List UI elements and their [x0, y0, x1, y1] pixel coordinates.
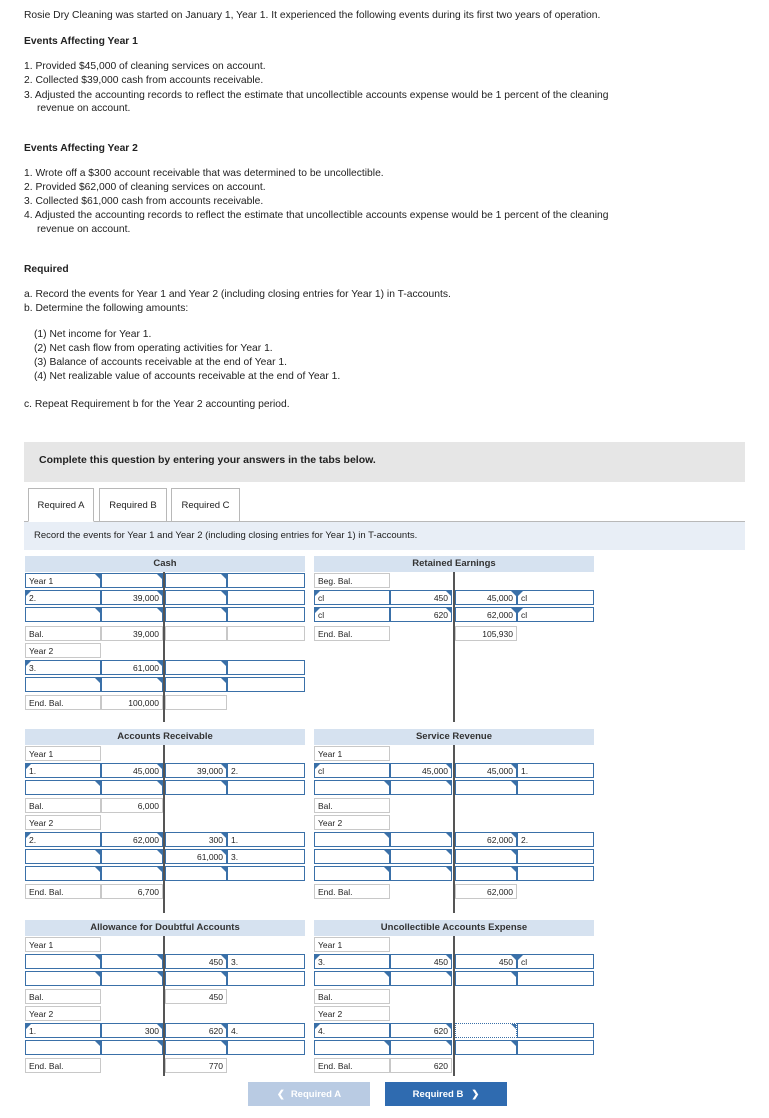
- debit-field[interactable]: [101, 677, 163, 692]
- year2-event: 1. Wrote off a $300 account receivable that was determined to be uncollectible.: [24, 168, 384, 179]
- ref-field[interactable]: 1.: [25, 763, 101, 778]
- ref-field[interactable]: cl: [517, 954, 594, 969]
- credit-field[interactable]: 300: [165, 832, 227, 847]
- credit-field[interactable]: 62,000: [455, 607, 517, 622]
- ref-field[interactable]: [25, 677, 101, 692]
- year2-heading: Events Affecting Year 2: [24, 143, 138, 154]
- ref-field[interactable]: [314, 866, 390, 881]
- year1-event: 3. Adjusted the accounting records to reflect the estimate that uncollectible accounts expense would be 1 percent of the cleaning: [24, 90, 609, 101]
- instruction-bar: [24, 522, 745, 550]
- debit-field[interactable]: [390, 866, 452, 881]
- row-label: Year 2: [314, 815, 390, 830]
- ref-field[interactable]: 1.: [25, 1023, 101, 1038]
- ref-field[interactable]: cl: [314, 590, 390, 605]
- balance-value: 39,000: [101, 626, 163, 641]
- ref-field[interactable]: [227, 660, 305, 675]
- ref-field[interactable]: [314, 1040, 390, 1055]
- year1-event: 2. Collected $39,000 cash from accounts receivable.: [24, 75, 264, 86]
- beg-balance-label: Beg. Bal.: [314, 573, 390, 588]
- balance-value: 6,000: [101, 798, 163, 813]
- ref-field[interactable]: cl: [517, 590, 594, 605]
- ref-field[interactable]: 3.: [227, 954, 305, 969]
- balance-label: Bal.: [25, 989, 101, 1004]
- ref-field[interactable]: [314, 832, 390, 847]
- debit-field[interactable]: [390, 1040, 452, 1055]
- balance-value: [165, 626, 227, 641]
- row-label: Year 2: [25, 643, 101, 658]
- debit-field[interactable]: [101, 607, 163, 622]
- sub-item: (1) Net income for Year 1.: [34, 329, 152, 340]
- credit-field[interactable]: 39,000: [165, 763, 227, 778]
- balance-label: Bal.: [314, 798, 390, 813]
- credit-field[interactable]: [165, 780, 227, 795]
- row-label: Year 1: [25, 746, 101, 761]
- ref-field[interactable]: [227, 573, 305, 588]
- prev-button[interactable]: [248, 1082, 370, 1106]
- debit-field[interactable]: 45,000: [390, 763, 452, 778]
- t-account-title: Uncollectible Accounts Expense: [314, 920, 594, 936]
- chevron-right-icon: ❯: [471, 1088, 480, 1100]
- required-c: c. Repeat Requirement b for the Year 2 accounting period.: [24, 399, 290, 410]
- year1-event: revenue on account.: [37, 103, 131, 114]
- ref-field[interactable]: [25, 780, 101, 795]
- end-balance-value: 6,700: [101, 884, 163, 899]
- year2-event: 4. Adjusted the accounting records to reflect the estimate that uncollectible accounts expense would be 1 percent of the cleaning: [24, 210, 609, 221]
- ref-field[interactable]: 2.: [517, 832, 594, 847]
- row-label: Year 1: [25, 937, 101, 952]
- debit-field[interactable]: 450: [390, 590, 452, 605]
- year1-event: 1. Provided $45,000 of cleaning services on account.: [24, 61, 266, 72]
- ref-field[interactable]: [517, 866, 594, 881]
- row-label: Year 2: [314, 1006, 390, 1021]
- year2-event: 3. Collected $61,000 cash from accounts receivable.: [24, 196, 264, 207]
- ref-field[interactable]: [227, 866, 305, 881]
- sub-item: (4) Net realizable value of accounts receivable at the end of Year 1.: [34, 371, 341, 382]
- t-account-title: Accounts Receivable: [25, 729, 305, 745]
- ref-field[interactable]: 3.: [227, 849, 305, 864]
- ref-field[interactable]: [517, 1040, 594, 1055]
- end-balance-label: End. Bal.: [314, 626, 390, 641]
- ref-field[interactable]: [517, 971, 594, 986]
- credit-field[interactable]: [165, 677, 227, 692]
- credit-field[interactable]: [165, 971, 227, 986]
- debit-field[interactable]: 39,000: [101, 590, 163, 605]
- debit-field[interactable]: [101, 1040, 163, 1055]
- debit-field[interactable]: 45,000: [101, 763, 163, 778]
- debit-field[interactable]: [101, 780, 163, 795]
- chevron-left-icon: ❮: [276, 1088, 285, 1100]
- debit-field[interactable]: [101, 573, 163, 588]
- prev-button-label: Required A: [290, 1088, 342, 1100]
- t-account-title: Retained Earnings: [314, 556, 594, 572]
- credit-field[interactable]: [455, 849, 517, 864]
- tab-required-b[interactable]: Required B: [99, 488, 167, 522]
- credit-field[interactable]: 450: [455, 954, 517, 969]
- ref-field[interactable]: [25, 607, 101, 622]
- t-account-title: Cash: [25, 556, 305, 572]
- complete-banner: [24, 442, 745, 482]
- ref-field[interactable]: [517, 849, 594, 864]
- end-balance-value: [165, 695, 227, 710]
- credit-field[interactable]: 61,000: [165, 849, 227, 864]
- ref-field[interactable]: 2.: [25, 590, 101, 605]
- row-label: Year 2: [25, 815, 101, 830]
- credit-field[interactable]: [165, 607, 227, 622]
- debit-field[interactable]: [390, 849, 452, 864]
- credit-field[interactable]: 62,000: [455, 832, 517, 847]
- credit-field[interactable]: 450: [165, 954, 227, 969]
- tab-required-c[interactable]: Required C: [171, 488, 240, 522]
- ref-field[interactable]: 2.: [25, 832, 101, 847]
- ref-field[interactable]: 3.: [25, 660, 101, 675]
- end-balance-label: End. Bal.: [314, 884, 390, 899]
- required-heading: Required: [24, 264, 69, 275]
- end-balance-label: End. Bal.: [25, 884, 101, 899]
- debit-field[interactable]: [101, 849, 163, 864]
- credit-field[interactable]: 620: [165, 1023, 227, 1038]
- debit-field[interactable]: [101, 954, 163, 969]
- tab-required-a[interactable]: Required A: [28, 488, 94, 522]
- ref-field[interactable]: [227, 971, 305, 986]
- year1-heading: Events Affecting Year 1: [24, 36, 138, 47]
- debit-field[interactable]: 620: [390, 1023, 452, 1038]
- end-balance-value: 770: [165, 1058, 227, 1073]
- credit-field[interactable]: [165, 590, 227, 605]
- ref-field[interactable]: 4.: [314, 1023, 390, 1038]
- ref-field[interactable]: cl: [314, 763, 390, 778]
- ref-field[interactable]: cl: [314, 607, 390, 622]
- ref-field[interactable]: [25, 971, 101, 986]
- row-label: Year 1: [314, 937, 390, 952]
- ref-field[interactable]: [227, 590, 305, 605]
- ref-field[interactable]: [314, 780, 390, 795]
- ref-field[interactable]: [227, 677, 305, 692]
- ref-field[interactable]: [314, 849, 390, 864]
- ref-field[interactable]: [227, 1040, 305, 1055]
- ref-field[interactable]: 4.: [227, 1023, 305, 1038]
- debit-field[interactable]: 61,000: [101, 660, 163, 675]
- problem-intro: Rosie Dry Cleaning was started on January 1, Year 1. It experienced the following events during its first two years of operation.: [24, 10, 601, 21]
- credit-field[interactable]: [455, 866, 517, 881]
- credit-field[interactable]: [455, 1023, 517, 1038]
- year2-event: 2. Provided $62,000 of cleaning services on account.: [24, 182, 266, 193]
- ref-field[interactable]: 1.: [517, 763, 594, 778]
- end-balance-value: 620: [390, 1058, 452, 1073]
- ref-field[interactable]: 3.: [314, 954, 390, 969]
- ref-field[interactable]: [227, 780, 305, 795]
- credit-field[interactable]: [455, 780, 517, 795]
- debit-field[interactable]: [101, 866, 163, 881]
- debit-field[interactable]: 62,000: [101, 832, 163, 847]
- credit-field[interactable]: 45,000: [455, 590, 517, 605]
- debit-field[interactable]: [390, 971, 452, 986]
- end-balance-label: End. Bal.: [25, 1058, 101, 1073]
- credit-field[interactable]: [165, 573, 227, 588]
- ref-field[interactable]: [25, 866, 101, 881]
- ref-field[interactable]: 1.: [227, 832, 305, 847]
- ref-field[interactable]: [25, 954, 101, 969]
- end-balance-value: 105,930: [455, 626, 517, 641]
- year2-event: revenue on account.: [37, 224, 131, 235]
- row-label[interactable]: Year 1: [25, 573, 101, 588]
- ref-field[interactable]: [25, 849, 101, 864]
- ref-field[interactable]: cl: [517, 607, 594, 622]
- credit-field[interactable]: [165, 866, 227, 881]
- required-item: b. Determine the following amounts:: [24, 303, 189, 314]
- end-balance-label: End. Bal.: [25, 695, 101, 710]
- sub-item: (2) Net cash flow from operating activities for Year 1.: [34, 343, 273, 354]
- end-balance-label: End. Bal.: [314, 1058, 390, 1073]
- debit-field[interactable]: 300: [101, 1023, 163, 1038]
- ref-field[interactable]: [517, 780, 594, 795]
- ref-field[interactable]: [227, 607, 305, 622]
- complete-banner-text: Complete this question by entering your answers in the tabs below.: [39, 454, 376, 466]
- debit-field[interactable]: 450: [390, 954, 452, 969]
- ref-field[interactable]: [517, 1023, 594, 1038]
- balance-blank: [227, 626, 305, 641]
- balance-label: Bal.: [25, 626, 101, 641]
- end-balance-value: 100,000: [101, 695, 163, 710]
- credit-field[interactable]: [455, 1040, 517, 1055]
- row-label: Year 2: [25, 1006, 101, 1021]
- t-account-title: Service Revenue: [314, 729, 594, 745]
- ref-field[interactable]: [314, 971, 390, 986]
- credit-field[interactable]: [165, 660, 227, 675]
- required-item: a. Record the events for Year 1 and Year 2 (including closing entries for Year 1) in T-accounts.: [24, 289, 451, 300]
- next-button[interactable]: [385, 1082, 507, 1106]
- balance-label: Bal.: [314, 989, 390, 1004]
- debit-field[interactable]: [390, 780, 452, 795]
- credit-field[interactable]: [165, 1040, 227, 1055]
- credit-field[interactable]: 45,000: [455, 763, 517, 778]
- debit-field[interactable]: [101, 971, 163, 986]
- sub-item: (3) Balance of accounts receivable at the end of Year 1.: [34, 357, 288, 368]
- balance-value: 450: [165, 989, 227, 1004]
- t-account-title: Allowance for Doubtful Accounts: [25, 920, 305, 936]
- end-balance-value: 62,000: [455, 884, 517, 899]
- balance-label: Bal.: [25, 798, 101, 813]
- row-label: Year 1: [314, 746, 390, 761]
- debit-field[interactable]: 620: [390, 607, 452, 622]
- instruction-text: Record the events for Year 1 and Year 2 (including closing entries for Year 1) in T-accounts.: [34, 530, 418, 541]
- credit-field[interactable]: [455, 971, 517, 986]
- ref-field[interactable]: 2.: [227, 763, 305, 778]
- debit-field[interactable]: [390, 832, 452, 847]
- ref-field[interactable]: [25, 1040, 101, 1055]
- next-button-label: Required B: [412, 1088, 464, 1100]
